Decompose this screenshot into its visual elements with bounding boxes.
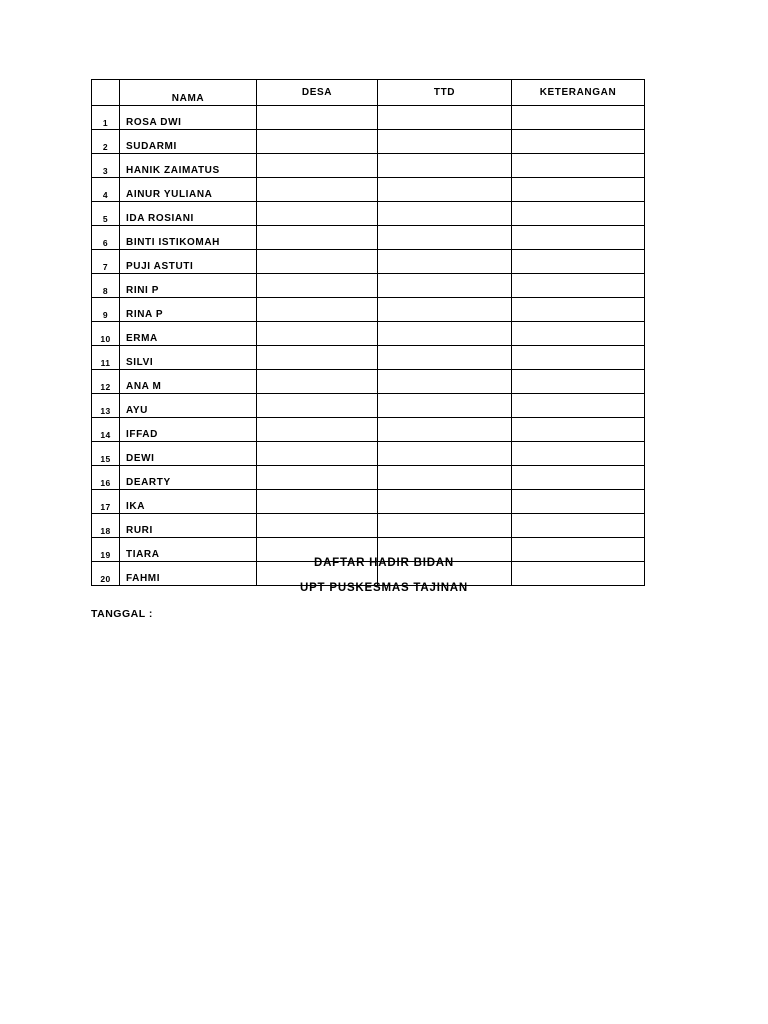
row-desa	[257, 346, 378, 370]
row-keterangan	[512, 322, 645, 346]
row-number: 9	[92, 298, 120, 322]
row-ttd	[378, 418, 512, 442]
table-row	[92, 466, 645, 490]
row-desa	[257, 370, 378, 394]
row-ttd	[378, 202, 512, 226]
row-number: 11	[92, 346, 120, 370]
row-ttd	[378, 226, 512, 250]
row-number: 4	[92, 178, 120, 202]
row-number: 10	[92, 322, 120, 346]
table-row	[92, 394, 645, 418]
table-body	[92, 106, 645, 586]
table-row	[92, 298, 645, 322]
row-number: 3	[92, 154, 120, 178]
row-ttd	[378, 322, 512, 346]
row-desa	[257, 178, 378, 202]
row-keterangan	[512, 346, 645, 370]
row-keterangan	[512, 418, 645, 442]
row-desa	[257, 394, 378, 418]
row-nama: SILVI	[120, 346, 257, 370]
row-keterangan	[512, 130, 645, 154]
row-desa	[257, 250, 378, 274]
row-nama: IFFAD	[120, 418, 257, 442]
header-keterangan: KETERANGAN	[512, 80, 645, 106]
table-row	[92, 202, 645, 226]
row-keterangan	[512, 394, 645, 418]
row-number: 12	[92, 370, 120, 394]
table-row	[92, 490, 645, 514]
row-keterangan	[512, 514, 645, 538]
row-desa	[257, 418, 378, 442]
table-row	[92, 250, 645, 274]
row-ttd	[378, 154, 512, 178]
table-row	[92, 106, 645, 130]
row-keterangan	[512, 154, 645, 178]
row-nama: PUJI ASTUTI	[120, 250, 257, 274]
row-ttd	[378, 370, 512, 394]
row-nama: DEWI	[120, 442, 257, 466]
header-ttd: TTD	[378, 80, 512, 106]
row-ttd	[378, 274, 512, 298]
row-number: 13	[92, 394, 120, 418]
row-keterangan	[512, 178, 645, 202]
row-number: 5	[92, 202, 120, 226]
row-nama: IDA ROSIANI	[120, 202, 257, 226]
row-desa	[257, 274, 378, 298]
row-ttd	[378, 466, 512, 490]
row-desa	[257, 442, 378, 466]
row-desa	[257, 466, 378, 490]
row-keterangan	[512, 250, 645, 274]
row-number: 19	[92, 538, 120, 562]
header-nama: NAMA	[120, 80, 257, 106]
row-ttd	[378, 298, 512, 322]
row-number: 6	[92, 226, 120, 250]
row-keterangan	[512, 442, 645, 466]
row-keterangan	[512, 466, 645, 490]
row-number: 14	[92, 418, 120, 442]
row-number: 18	[92, 514, 120, 538]
row-ttd	[378, 490, 512, 514]
attendance-table	[91, 79, 645, 586]
table-row	[92, 370, 645, 394]
table-row	[92, 346, 645, 370]
document-title: DAFTAR HADIR BIDAN	[313, 557, 455, 569]
row-ttd	[378, 394, 512, 418]
row-number: 16	[92, 466, 120, 490]
row-desa	[257, 322, 378, 346]
row-nama: TIARA	[120, 538, 257, 562]
row-nama: ANA M	[120, 370, 257, 394]
table-row	[92, 274, 645, 298]
row-nama: SUDARMI	[120, 130, 257, 154]
row-desa	[257, 106, 378, 130]
row-ttd	[378, 106, 512, 130]
row-number: 20	[92, 562, 120, 586]
table-row	[92, 442, 645, 466]
row-desa	[257, 130, 378, 154]
table-row	[92, 514, 645, 538]
row-number: 2	[92, 130, 120, 154]
row-ttd	[378, 250, 512, 274]
row-desa	[257, 490, 378, 514]
date-label: TANGGAL :	[91, 608, 153, 620]
table-row	[92, 418, 645, 442]
row-desa	[257, 154, 378, 178]
header-no	[92, 80, 120, 106]
table-row	[92, 322, 645, 346]
row-nama: RURI	[120, 514, 257, 538]
row-nama: IKA	[120, 490, 257, 514]
row-keterangan	[512, 226, 645, 250]
table-row	[92, 130, 645, 154]
row-nama: AYU	[120, 394, 257, 418]
table-row	[92, 154, 645, 178]
row-nama: ROSA DWI	[120, 106, 257, 130]
row-keterangan	[512, 370, 645, 394]
table-header-row	[92, 80, 645, 106]
row-keterangan	[512, 202, 645, 226]
row-keterangan	[512, 490, 645, 514]
row-nama: HANIK ZAIMATUS	[120, 154, 257, 178]
row-desa	[257, 202, 378, 226]
row-ttd	[378, 178, 512, 202]
row-keterangan	[512, 274, 645, 298]
row-number: 1	[92, 106, 120, 130]
row-ttd	[378, 130, 512, 154]
row-desa	[257, 514, 378, 538]
row-keterangan	[512, 298, 645, 322]
row-nama: FAHMI	[120, 562, 257, 586]
row-nama: RINA P	[120, 298, 257, 322]
header-desa: DESA	[257, 80, 378, 106]
row-number: 7	[92, 250, 120, 274]
row-nama: AINUR YULIANA	[120, 178, 257, 202]
row-desa	[257, 226, 378, 250]
table-row	[92, 226, 645, 250]
row-ttd	[378, 442, 512, 466]
row-nama: DEARTY	[120, 466, 257, 490]
document-subtitle: UPT PUSKESMAS TAJINAN	[299, 582, 469, 594]
row-keterangan	[512, 106, 645, 130]
row-nama: ERMA	[120, 322, 257, 346]
row-ttd	[378, 514, 512, 538]
row-desa	[257, 298, 378, 322]
row-nama: BINTI ISTIKOMAH	[120, 226, 257, 250]
table-row	[92, 178, 645, 202]
row-number: 15	[92, 442, 120, 466]
row-number: 17	[92, 490, 120, 514]
row-number: 8	[92, 274, 120, 298]
row-ttd	[378, 346, 512, 370]
row-nama: RINI P	[120, 274, 257, 298]
